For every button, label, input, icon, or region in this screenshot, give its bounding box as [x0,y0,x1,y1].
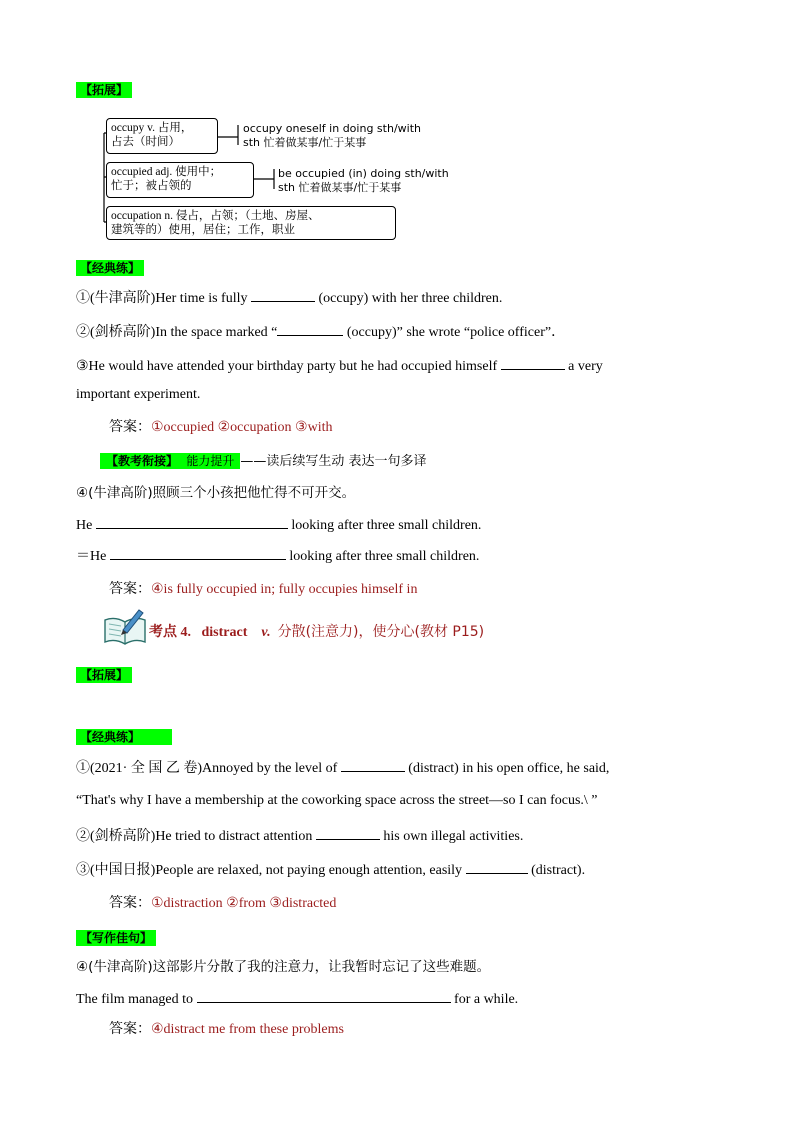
blank-field[interactable] [277,322,343,336]
tag-tuozhan-1: 【拓展】 [76,82,132,98]
answer-part1-b: 答案：④is fully occupied in; fully occupies himself in [109,581,418,597]
tag-jiaokao: 【教考衔接】 能力提升 [100,453,240,469]
q1-distract: ①(2021· 全 国 乙 卷)Annoyed by the level of (distract) in his open office, he said, [76,758,609,778]
kaodian-4-title: 考点 4. distract v. 分散(注意力)，使分心(教材 P15) [149,624,485,640]
tag-jingdian-1: 【经典练】 [76,260,144,276]
q4-line2: ＝He looking after three small children. [76,546,479,566]
diagram-occupy-oneself: occupy oneself in doing sth/with sth 忙着做某事/忙于某事 [243,122,421,149]
blank-field[interactable] [466,860,528,874]
q4-occupy: ④(牛津高阶)照顾三个小孩把他忙得不可开交。 [76,485,356,501]
q4-distract-line: The film managed to for a while. [76,989,518,1009]
blank-field[interactable] [197,989,451,1003]
q1-distract-cont: “That's why I have a membership at the coworking space across the street—so I can focus.\ ” [76,793,598,808]
diagram-box-occupied: occupied adj. 使用中； 忙于；被占领的 [106,162,254,198]
tag-tuozhan-2: 【拓展】 [76,667,132,683]
q2-distract: ②(剑桥高阶)He tried to distract attention his own illegal activities. [76,826,523,846]
tag-jingdian-2: 【经典练】 [76,729,172,745]
diagram-box-occupy: occupy v. 占用， 占去（时间） [106,118,218,154]
q2-occupy: ②(剑桥高阶)In the space marked “ (occupy)” she wrote “police officer”． [76,322,565,342]
q1-occupy: ①(牛津高阶)Her time is fully (occupy) with her three children. [76,288,502,308]
diagram-box-occupation: occupation n. 侵占，占领；（土地、房屋、 建筑等的）使用，居住；工作，职业 [106,206,396,240]
tag-xiezuo: 【写作佳句】 [76,930,156,946]
answer-part2: 答案：①distraction ②from ③distracted [109,895,337,911]
blank-field[interactable] [316,826,380,840]
blank-field[interactable] [251,288,315,302]
answer-part2-b: 答案：④distract me from these problems [109,1021,344,1037]
blank-field[interactable] [110,546,286,560]
q4-distract: ④(牛津高阶)这部影片分散了我的注意力，让我暂时忘记了这些难题。 [76,959,491,975]
blank-field[interactable] [96,515,288,529]
diagram-be-occupied: be occupied (in) doing sth/with sth 忙着做某事/忙于某事 [278,167,449,194]
answer-part1: 答案：①occupied ②occupation ③with [109,419,333,435]
q3-distract: ③(中国日报)People are relaxed, not paying enough attention, easily (distract). [76,860,585,880]
q4-line1: He looking after three small children. [76,515,481,535]
blank-field[interactable] [341,758,405,772]
q3-occupy-cont: important experiment. [76,387,201,402]
q3-occupy: ③He would have attended your birthday party but he had occupied himself a very [76,356,603,376]
link-row: 【教考衔接】 能力提升 ——读后续写生动 表达一句多译 [100,450,427,470]
blank-field[interactable] [501,356,565,370]
book-pencil-icon [103,608,147,646]
